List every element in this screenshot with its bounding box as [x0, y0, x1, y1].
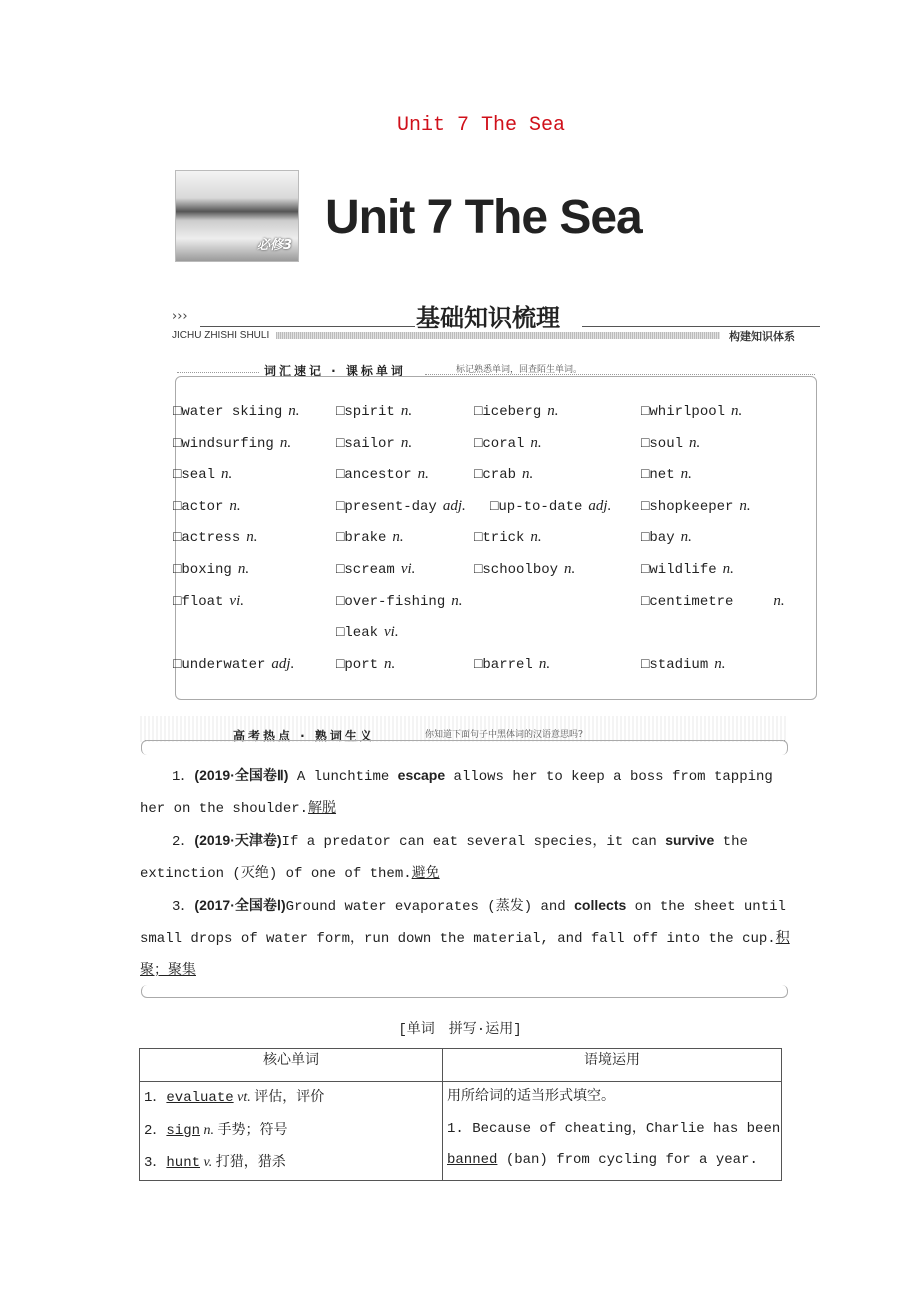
part-of-speech: n.: [530, 529, 542, 546]
part-of-speech: n.: [288, 403, 300, 419]
checkbox-icon[interactable]: □: [336, 530, 345, 547]
checkbox-icon[interactable]: □: [474, 467, 483, 484]
part-of-speech: vi.: [229, 592, 244, 609]
vocab-word: seal: [181, 467, 216, 484]
checkbox-icon[interactable]: □: [641, 562, 650, 578]
section-bar: [276, 332, 720, 339]
vocab-item[interactable]: [641, 656, 725, 673]
vocab-item[interactable]: [336, 435, 412, 452]
vocab-item[interactable]: [173, 656, 294, 673]
part-of-speech: n.: [417, 466, 429, 483]
checkbox-icon[interactable]: □: [641, 656, 650, 673]
column-header: 核心单词: [140, 1049, 443, 1082]
vocab-item[interactable]: [173, 466, 232, 483]
answer: 避免: [411, 865, 440, 882]
key-word: escape: [397, 767, 446, 783]
checkbox-icon[interactable]: □: [173, 498, 182, 515]
vocab-word: coral: [482, 435, 525, 452]
answer: 积聚；聚集: [140, 930, 790, 979]
vocab-word: actor: [181, 498, 224, 515]
vocab-word: wildlife: [649, 562, 717, 578]
vocab-item[interactable]: [173, 498, 241, 515]
vocab-item[interactable]: [336, 656, 395, 673]
checkbox-icon[interactable]: □: [336, 562, 345, 578]
hot-box-heading: 高考热点 · 熟词生义: [233, 729, 375, 743]
text: allows her to keep a boss from tapping her on the shoulder.: [140, 769, 773, 817]
unit-cover-image: [175, 170, 299, 262]
vocab-word: iceberg: [482, 404, 542, 420]
part-of-speech: n.: [773, 592, 785, 609]
core-word-item: 2．sign n. 手势；符号: [144, 1122, 288, 1139]
checkbox-icon[interactable]: □: [173, 530, 182, 547]
vocab-item[interactable]: [474, 435, 542, 452]
divider: [177, 372, 259, 373]
part-of-speech: n.: [689, 434, 701, 451]
checkbox-icon[interactable]: □: [336, 625, 345, 642]
thumb-label: 必修3: [256, 238, 292, 253]
table-caption: [单词 拼写·运用]: [398, 1022, 522, 1038]
part-of-speech: n.: [547, 403, 559, 419]
checkbox-icon[interactable]: □: [490, 498, 499, 515]
part-of-speech: n.: [384, 655, 396, 672]
vocab-item[interactable]: [641, 593, 785, 610]
source: (2017·全国卷Ⅰ): [194, 897, 286, 914]
text: the extinction (灭绝) of one of them.: [140, 834, 748, 882]
part-of-speech: n.: [722, 561, 734, 577]
source: (2019·全国卷Ⅱ): [194, 767, 289, 783]
core-word-item: 1．evaluate vt. 评估，评价: [144, 1090, 325, 1106]
vocab-item[interactable]: [173, 561, 249, 578]
part-of-speech: n.: [680, 529, 692, 546]
vocab-word: up-to-date: [498, 498, 583, 515]
text: on the sheet until small drops of water form，run down the material, and fall off into the cup.: [140, 899, 786, 947]
vocab-item[interactable]: [474, 656, 550, 673]
part-of-speech: n.: [246, 529, 258, 546]
vocab-item[interactable]: [641, 435, 700, 452]
vocab-item[interactable]: [490, 498, 611, 515]
vocab-item[interactable]: [336, 561, 415, 578]
vocab-word: brake: [344, 530, 387, 547]
part-of-speech: n.: [400, 434, 413, 451]
core-word: evaluate: [166, 1090, 234, 1106]
checkbox-icon[interactable]: □: [474, 435, 483, 452]
part-of-speech: n.: [680, 466, 692, 483]
exercise-item: 1. Because of cheating，Charlie has been banned (ban) from cycling for a year.: [447, 1120, 781, 1169]
item-number: 1．: [172, 769, 195, 785]
checkbox-icon[interactable]: □: [173, 404, 182, 420]
section-pinyin: JICHU ZHISHI SHULI: [172, 330, 270, 341]
divider: [200, 326, 415, 327]
vocab-item[interactable]: [336, 403, 412, 420]
vocab-item[interactable]: [336, 624, 399, 641]
answer: 解脱: [308, 800, 337, 817]
vocab-item[interactable]: [641, 498, 751, 515]
checkbox-icon[interactable]: □: [336, 593, 345, 610]
hot-box-hint: 你知道下面句子中黑体词的汉语意思吗?: [425, 730, 583, 740]
core-word: hunt: [166, 1155, 201, 1172]
checkbox-icon[interactable]: □: [641, 435, 650, 452]
context-cell: [443, 1082, 782, 1181]
vocab-item[interactable]: [474, 466, 533, 483]
checkbox-icon[interactable]: □: [173, 435, 182, 452]
sentence-item: [140, 825, 800, 890]
part-of-speech: adj.: [588, 497, 612, 514]
divider: [582, 326, 820, 327]
part-of-speech: n.: [564, 561, 576, 577]
vocab-item[interactable]: [173, 403, 299, 420]
item-number: 2．: [172, 834, 195, 851]
checkbox-icon[interactable]: □: [641, 498, 650, 515]
vocab-item[interactable]: [641, 529, 692, 546]
vocab-word: present-day: [344, 498, 437, 515]
vocab-word: stadium: [649, 656, 709, 673]
checkbox-icon[interactable]: □: [641, 593, 650, 610]
vocab-item[interactable]: [173, 593, 244, 610]
checkbox-icon[interactable]: □: [173, 467, 182, 484]
part-of-speech: adj.: [442, 497, 466, 514]
answer: banned: [447, 1152, 498, 1169]
part-of-speech: n.: [451, 592, 463, 609]
document-title: Unit 7 The Sea: [396, 114, 566, 137]
vocab-word: sailor: [344, 435, 395, 452]
vocab-word: float: [181, 593, 224, 610]
part-of-speech: n.: [237, 561, 250, 577]
core-words-cell: [140, 1082, 443, 1181]
vocab-word: underwater: [181, 656, 266, 673]
core-word: sign: [166, 1122, 201, 1139]
vocab-box-heading: 词汇速记 · 课标单词: [264, 364, 406, 378]
checkbox-icon[interactable]: □: [641, 467, 650, 484]
checkbox-icon[interactable]: □: [641, 530, 650, 547]
sentence-item: [140, 760, 800, 825]
sentence-item: [140, 890, 800, 987]
part-of-speech: n.: [392, 529, 404, 546]
part-of-speech: n.: [538, 655, 551, 672]
item-number: 3．: [172, 899, 195, 916]
vocab-table: [139, 1048, 782, 1181]
vocab-word: actress: [181, 530, 241, 547]
checkbox-icon[interactable]: □: [336, 404, 345, 420]
part-of-speech: n.: [221, 466, 233, 483]
part-of-speech: n.: [530, 434, 542, 451]
vocab-item[interactable]: [336, 593, 462, 610]
sentence-list: [140, 760, 800, 987]
part-of-speech: vi.: [384, 624, 399, 641]
instruction: 用所给词的适当形式填空。: [447, 1089, 615, 1105]
vocab-item[interactable]: [474, 403, 558, 420]
vocab-word: trick: [482, 530, 525, 547]
checkbox-icon[interactable]: □: [336, 467, 345, 484]
checkbox-icon[interactable]: □: [173, 562, 182, 578]
checkbox-icon[interactable]: □: [336, 435, 345, 452]
section-title: 基础知识梳理: [416, 304, 560, 332]
vocab-item[interactable]: [336, 498, 466, 515]
vocab-word: water skiing: [181, 404, 283, 420]
vocab-item[interactable]: [474, 529, 542, 546]
checkbox-icon[interactable]: □: [641, 404, 650, 420]
text: A lunchtime: [288, 769, 398, 785]
checkbox-icon[interactable]: □: [474, 562, 483, 578]
vocab-word: bay: [649, 530, 675, 547]
vocab-word: boxing: [181, 562, 232, 578]
checkbox-icon[interactable]: □: [173, 593, 182, 610]
vocab-word: shopkeeper: [649, 498, 734, 515]
vocab-item[interactable]: [173, 529, 257, 546]
part-of-speech: vi.: [400, 561, 416, 577]
source: (2019·天津卷): [194, 832, 282, 849]
vocab-word: net: [649, 467, 675, 484]
vocab-item[interactable]: [641, 466, 692, 483]
section-subtitle: 构建知识体系: [729, 330, 795, 343]
column-header: 语境运用: [443, 1049, 782, 1082]
vocab-word: scream: [344, 562, 395, 578]
part-of-speech: n.: [400, 403, 413, 419]
text: Ground water evaporates (蒸发) and: [285, 899, 575, 916]
vocab-box-hint: 标记熟悉单词，回查陌生单词。: [456, 365, 583, 375]
vocab-word: port: [344, 656, 379, 673]
checkbox-icon[interactable]: □: [474, 656, 483, 673]
part-of-speech: n.: [739, 497, 751, 514]
part-of-speech: n.: [229, 497, 241, 514]
part-of-speech: n.: [714, 655, 726, 672]
part-of-speech: n.: [731, 403, 743, 419]
vocab-item[interactable]: [173, 435, 291, 452]
core-word-item: 3．hunt v. 打猎，猎杀: [144, 1155, 286, 1172]
vocab-word: soul: [649, 435, 684, 452]
checkbox-icon[interactable]: □: [474, 404, 483, 420]
text: If a predator can eat several species，it can: [281, 834, 666, 851]
checkbox-icon[interactable]: □: [173, 656, 182, 673]
vocab-item[interactable]: [336, 529, 404, 546]
unit-heading: Unit 7 The Sea: [325, 191, 642, 244]
checkbox-icon[interactable]: □: [474, 530, 483, 547]
hot-box-frame-bottom: [141, 985, 788, 998]
vocab-item[interactable]: [336, 466, 429, 483]
vocab-item[interactable]: [474, 561, 575, 578]
vocab-word: barrel: [482, 656, 533, 673]
vocab-word: over-fishing: [344, 593, 446, 610]
checkbox-icon[interactable]: □: [336, 656, 345, 673]
key-word: collects: [574, 897, 627, 914]
vocab-word: whirlpool: [649, 404, 726, 420]
part-of-speech: n.: [522, 466, 534, 483]
part-of-speech: n.: [279, 434, 292, 451]
vocab-item[interactable]: [641, 403, 742, 420]
vocab-word: crab: [482, 467, 517, 484]
checkbox-icon[interactable]: □: [336, 498, 345, 515]
vocab-word: leak: [344, 625, 379, 642]
part-of-speech: adj.: [271, 655, 295, 672]
hot-box-frame-top: [141, 740, 788, 755]
chevrons-icon: ›››: [172, 309, 188, 324]
vocab-word: windsurfing: [181, 435, 274, 452]
key-word: survive: [665, 832, 715, 849]
vocab-word: spirit: [344, 404, 395, 420]
vocab-item[interactable]: [641, 561, 734, 578]
vocab-word: schoolboy: [482, 562, 559, 578]
vocab-word: centimetre: [649, 593, 734, 610]
vocab-word: ancestor: [344, 467, 412, 484]
